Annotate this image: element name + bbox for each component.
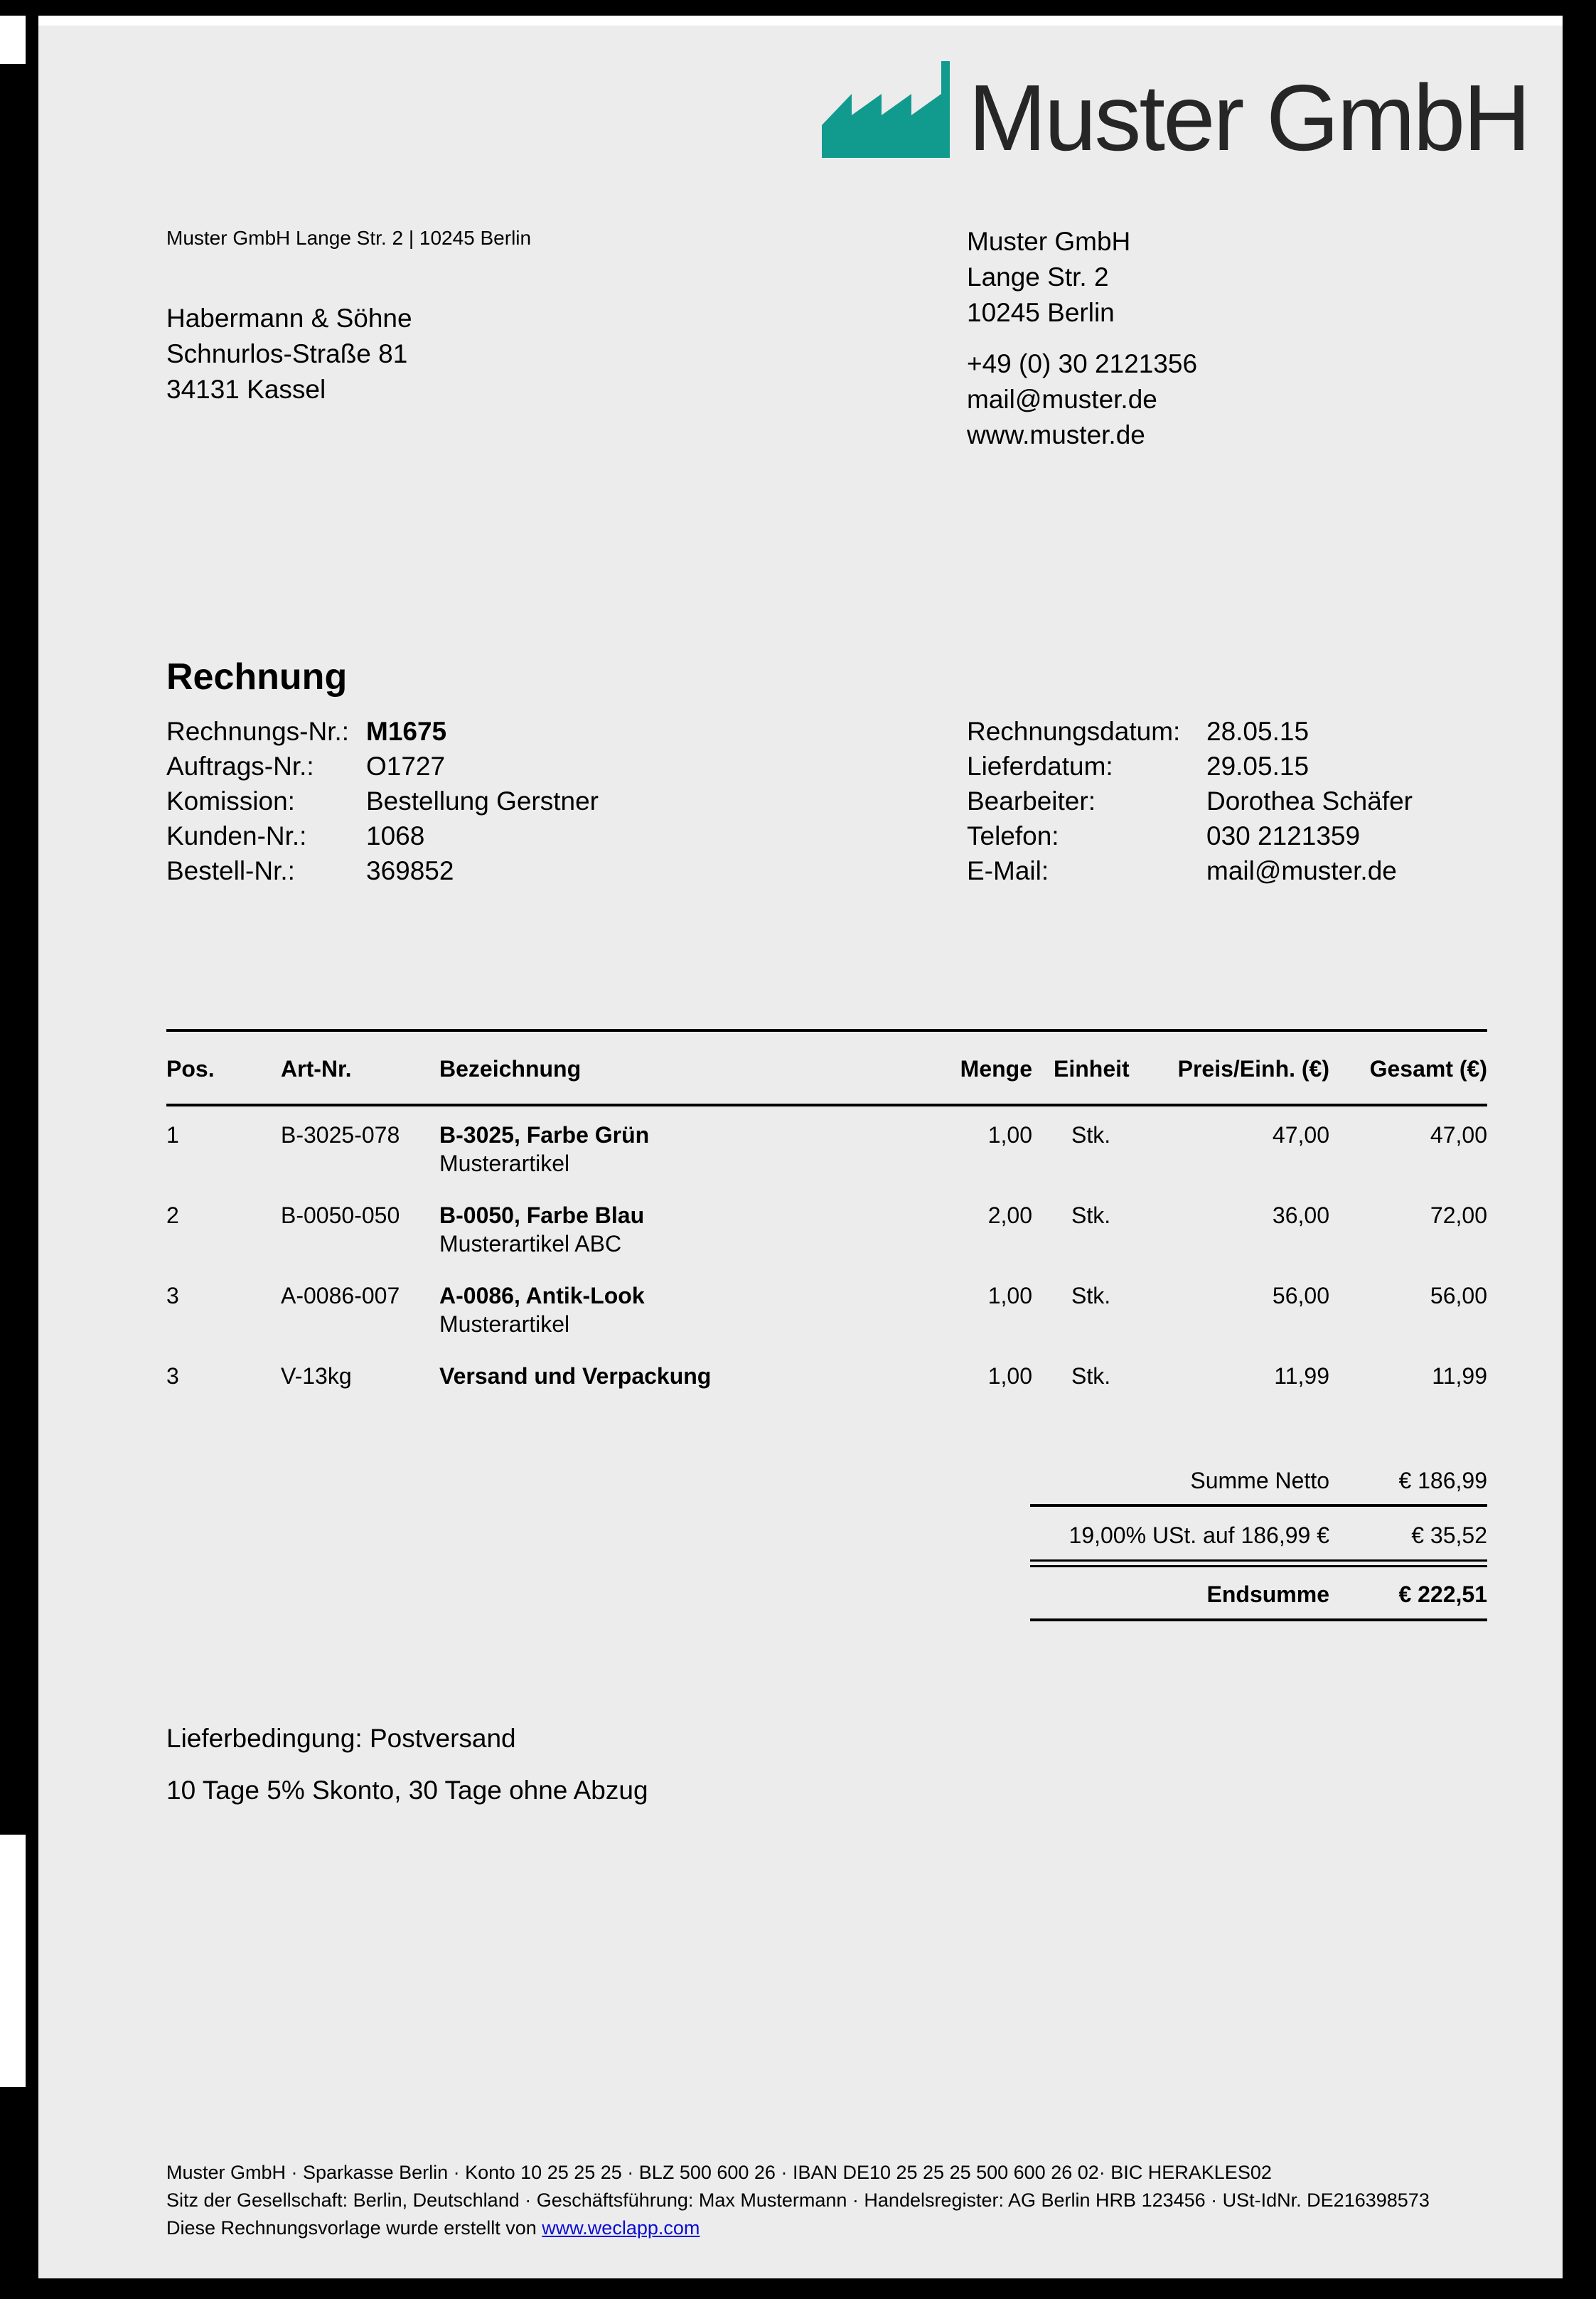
- row-unit: Stk.: [1071, 1283, 1111, 1308]
- row-unit: Stk.: [1071, 1122, 1111, 1148]
- invoice-date: 28.05.15: [1206, 717, 1310, 746]
- row-total: 11,99: [1432, 1363, 1487, 1389]
- row-art: B-0050-050: [281, 1202, 400, 1228]
- row-price: 11,99: [1274, 1363, 1329, 1389]
- grand-total-label: Endsumme: [1206, 1581, 1329, 1607]
- row-title: B-0050, Farbe Blau: [439, 1202, 645, 1228]
- factory-logo-icon: [822, 61, 950, 158]
- weclapp-link[interactable]: www.weclapp.com: [542, 2217, 700, 2239]
- footer-company-line: Sitz der Gesellschaft: Berlin, Deutschland · Geschäftsführung: Max Mustermann · Handelsregister: AG Berlin HRB 123456 · USt-IdNr. DE216398573: [166, 2189, 1430, 2211]
- row-art: A-0086-007: [281, 1283, 400, 1308]
- meta-labels-left: [166, 714, 349, 888]
- meta-label: Bearbeiter:: [967, 786, 1096, 816]
- company-contact: [967, 346, 1197, 453]
- company-address-name: Muster GmbH: [967, 227, 1131, 256]
- recipient-address: [166, 301, 412, 407]
- company-address-city: 10245 Berlin: [967, 298, 1115, 327]
- table-top-rule: [166, 1029, 1487, 1032]
- meta-values-right: [1206, 714, 1413, 888]
- tax-label: 19,00% USt. auf 186,99 €: [1069, 1522, 1329, 1548]
- row-subtitle: Musterartikel ABC: [439, 1231, 622, 1257]
- delivery-terms: Lieferbedingung: Postversand: [166, 1724, 516, 1753]
- meta-label: Rechnungs-Nr.:: [166, 717, 350, 746]
- border-bottom: [0, 2278, 1596, 2299]
- recipient-street: Schnurlos-Straße 81: [166, 339, 408, 368]
- company-email: mail@muster.de: [967, 385, 1157, 414]
- clerk-email: mail@muster.de: [1206, 856, 1397, 885]
- recipient-city: 34131 Kassel: [166, 375, 326, 404]
- order-number: O1727: [366, 752, 446, 781]
- row-price: 36,00: [1272, 1202, 1329, 1228]
- footer-credit-text: Diese Rechnungsvorlage wurde erstellt von: [166, 2217, 537, 2239]
- col-header-art: Art-Nr.: [281, 1056, 352, 1082]
- border-top: [0, 0, 1596, 16]
- company-phone: +49 (0) 30 2121356: [967, 349, 1198, 378]
- invoice-number: M1675: [366, 717, 447, 746]
- company-logo-text: Muster GmbH: [968, 65, 1529, 170]
- col-header-qty: Menge: [960, 1056, 1032, 1082]
- meta-label: Telefon:: [967, 821, 1059, 850]
- net-total-rule: [1030, 1504, 1487, 1507]
- col-header-pos: Pos.: [166, 1056, 215, 1082]
- row-price: 56,00: [1272, 1283, 1329, 1308]
- company-website: www.muster.de: [967, 420, 1145, 449]
- company-address-street: Lange Str. 2: [967, 262, 1109, 292]
- footer-bank-line: Muster GmbH · Sparkasse Berlin · Konto 10 25 25 25 · BLZ 500 600 26 · IBAN DE10 25 25 25 500 600 26 02· BIC HERAKLES02: [166, 2162, 1272, 2183]
- row-pos: 3: [166, 1363, 179, 1389]
- border-left-inner: [26, 0, 38, 2299]
- row-price: 47,00: [1272, 1122, 1329, 1148]
- commission: Bestellung Gerstner: [366, 786, 599, 816]
- grand-total-value: € 222,51: [1398, 1581, 1487, 1607]
- row-pos: 3: [166, 1283, 179, 1308]
- row-title: Versand und Verpackung: [439, 1363, 712, 1389]
- row-qty: 1,00: [987, 1363, 1032, 1389]
- row-title: A-0086, Antik-Look: [439, 1283, 645, 1308]
- footer-credit-line: [166, 2217, 700, 2239]
- row-unit: Stk.: [1071, 1202, 1111, 1228]
- row-total: 47,00: [1430, 1122, 1487, 1148]
- meta-label: Bestell-Nr.:: [166, 856, 295, 885]
- col-header-desc: Bezeichnung: [439, 1056, 582, 1082]
- meta-label: Auftrags-Nr.:: [166, 752, 314, 781]
- table-header-rule: [166, 1104, 1487, 1106]
- tax-rule-1: [1030, 1559, 1487, 1562]
- col-header-price: Preis/Einh. (€): [1177, 1056, 1329, 1082]
- net-total-label: Summe Netto: [1190, 1468, 1329, 1493]
- row-qty: 1,00: [987, 1283, 1032, 1308]
- row-subtitle: Musterartikel: [439, 1311, 570, 1337]
- row-unit: Stk.: [1071, 1363, 1111, 1389]
- row-total: 56,00: [1430, 1283, 1487, 1308]
- row-qty: 2,00: [987, 1202, 1032, 1228]
- customer-number: 1068: [366, 821, 425, 850]
- row-subtitle: Musterartikel: [439, 1151, 570, 1176]
- delivery-date: 29.05.15: [1206, 752, 1310, 781]
- recipient-name: Habermann & Söhne: [166, 304, 412, 333]
- row-title: B-3025, Farbe Grün: [439, 1122, 650, 1148]
- tax-value: € 35,52: [1411, 1522, 1487, 1548]
- clerk-phone: 030 2121359: [1206, 821, 1361, 850]
- meta-label: Rechnungsdatum:: [967, 717, 1181, 746]
- document-title: Rechnung: [166, 656, 348, 698]
- company-address: [967, 224, 1130, 331]
- net-total-value: € 186,99: [1398, 1468, 1487, 1493]
- meta-values-left: [366, 714, 599, 888]
- col-header-unit: Einheit: [1054, 1056, 1130, 1082]
- row-total: 72,00: [1430, 1202, 1487, 1228]
- row-art: V-13kg: [281, 1363, 352, 1389]
- meta-label: Kunden-Nr.:: [166, 821, 307, 850]
- tax-rule-2: [1030, 1565, 1487, 1567]
- row-art: B-3025-078: [281, 1122, 400, 1148]
- row-qty: 1,00: [987, 1122, 1032, 1148]
- sender-line: Muster GmbH Lange Str. 2 | 10245 Berlin: [166, 227, 532, 249]
- grand-total-rule: [1030, 1618, 1487, 1621]
- clerk-name: Dorothea Schäfer: [1206, 786, 1413, 816]
- meta-label: Komission:: [166, 786, 295, 816]
- payment-terms: 10 Tage 5% Skonto, 30 Tage ohne Abzug: [166, 1776, 648, 1805]
- row-pos: 2: [166, 1202, 179, 1228]
- col-header-total: Gesamt (€): [1369, 1056, 1487, 1082]
- meta-label: Lieferdatum:: [967, 752, 1113, 781]
- meta-labels-right: [967, 714, 1180, 888]
- meta-label: E-Mail:: [967, 856, 1049, 885]
- row-pos: 1: [166, 1122, 179, 1148]
- border-right: [1563, 0, 1596, 2299]
- purchase-order-number: 369852: [366, 856, 454, 885]
